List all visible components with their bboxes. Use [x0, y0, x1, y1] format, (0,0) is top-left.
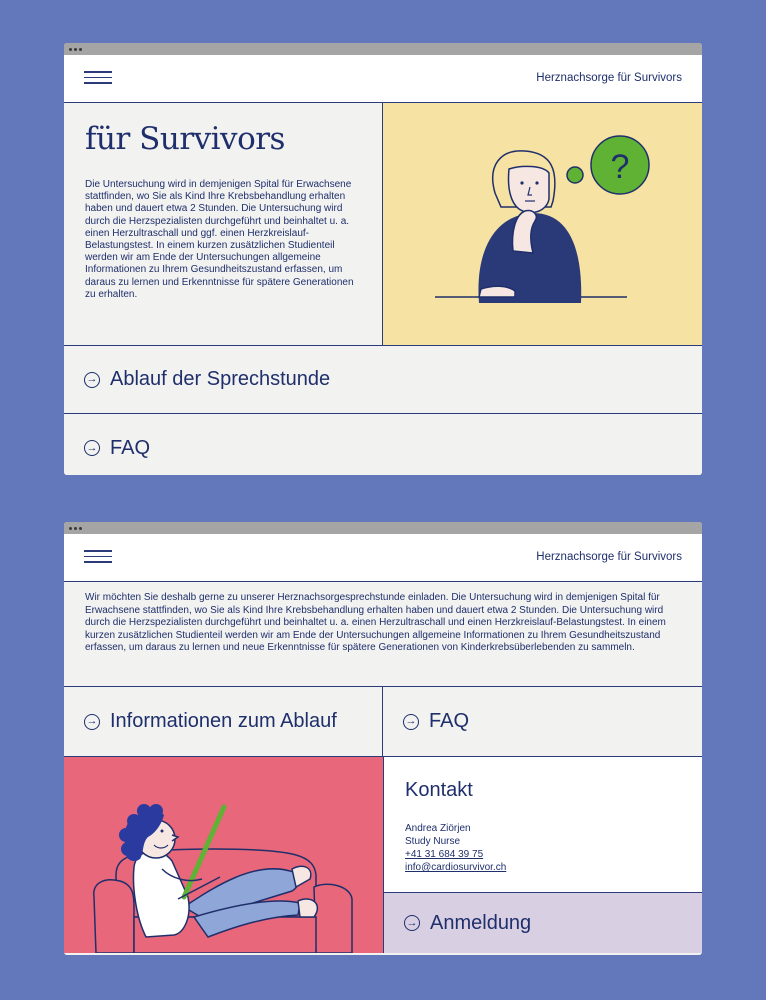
- question-mark: ?: [610, 148, 630, 186]
- contact-card: [384, 757, 702, 893]
- arrow-right-circle-icon: →: [404, 915, 420, 931]
- site-name[interactable]: Herznachsorge für Survivors: [536, 551, 682, 563]
- contact-role: Study Nurse: [405, 836, 461, 847]
- browser-window-2: [64, 522, 702, 955]
- window-chrome: [64, 43, 702, 55]
- contact-column: [384, 757, 702, 953]
- window-chrome: [64, 522, 702, 534]
- anmeldung-label: Anmeldung: [430, 911, 532, 934]
- link-informationen[interactable]: [64, 687, 383, 756]
- intro-text: Wir möchten Sie deshalb gerne zu unserer Herznachsorgesprechstunde einladen. Die Untersuchung wird in demjenigen Spital für Erwachsene stattfinden, wo Sie als Kind Ihre Krebsbehandlung erhalten haben und dauert etwa 2 Stunden. Die Untersuchung wird durch die Herzspezialisten durchgeführt und beinhaltet u. a. einen Herzultraschall und einen Herzkreislauf-Belastungstest. In einem kurzen zusätzlichen Studienteil werden wir am Ende der Untersuchungen allgemeine Informationen zu Ihrem Gesundheitszustand erfassen, um daraus zu lernen und neue Erkenntnisse für spätere Generationen von Kinderkrebsüberlebenden zu sammeln.: [64, 582, 702, 687]
- arrow-right-circle-icon: →: [84, 714, 100, 730]
- browser-window-1: [64, 43, 702, 475]
- contact-email-link[interactable]: info@cardiosurvivor.ch: [405, 862, 507, 873]
- contact-title: Kontakt: [405, 779, 473, 801]
- link-faq-label: FAQ: [110, 436, 151, 459]
- contact-name: Andrea Ziörjen: [405, 823, 471, 834]
- site-name[interactable]: Herznachsorge für Survivors: [536, 72, 682, 84]
- menu-icon[interactable]: [84, 550, 112, 564]
- window-dots: [69, 48, 82, 51]
- top-bar: [64, 55, 702, 103]
- link-faq[interactable]: [64, 414, 702, 475]
- arrow-right-circle-icon: →: [84, 372, 100, 388]
- arrow-right-circle-icon: →: [84, 440, 100, 456]
- sofa-laptop-illustration: [64, 757, 384, 953]
- link-ablauf-label: Ablauf der Sprechstunde: [110, 368, 331, 390]
- anmeldung-button[interactable]: [384, 893, 702, 953]
- arrow-right-circle-icon: →: [403, 714, 419, 730]
- link-informationen-label: Informationen zum Ablauf: [110, 710, 337, 732]
- hero: [64, 103, 702, 346]
- window-dots: [69, 527, 82, 530]
- contact-phone-link[interactable]: +41 31 684 39 75: [405, 849, 484, 860]
- link-faq-label: FAQ: [429, 710, 470, 732]
- hero-title: für Survivors: [85, 121, 285, 157]
- link-ablauf[interactable]: [64, 346, 702, 414]
- link-row: [64, 687, 702, 757]
- top-bar: [64, 534, 702, 582]
- thinking-person-svg: [383, 103, 701, 345]
- thinking-person-illustration: [383, 103, 702, 345]
- hero-body: Die Untersuchung wird in demjenigen Spital für Erwachsene stattfinden, wo Sie als Kind Ihre Krebsbehandlung erhalten haben und dauert etwa 2 Stunden. Die Untersuchung wird durch die Herzspezialisten durchgeführt und beinhaltet u. a. einen Herzultraschall und ggf. einen Herzkreislauf-Belastungstest. In einem kurzen zusätzlichen Studienteil werden wir am Ende der Untersuchungen allgemeine Informationen zu Ihrem Gesundheitszustand erfassen, um daraus zu lernen und Erkenntnisse für spätere Generationen zu erhalten.: [85, 179, 354, 300]
- link-faq[interactable]: [383, 687, 702, 756]
- menu-icon[interactable]: [84, 71, 112, 85]
- bottom-section: [64, 757, 702, 953]
- hero-text: [64, 103, 383, 345]
- sofa-person-svg: [64, 757, 382, 953]
